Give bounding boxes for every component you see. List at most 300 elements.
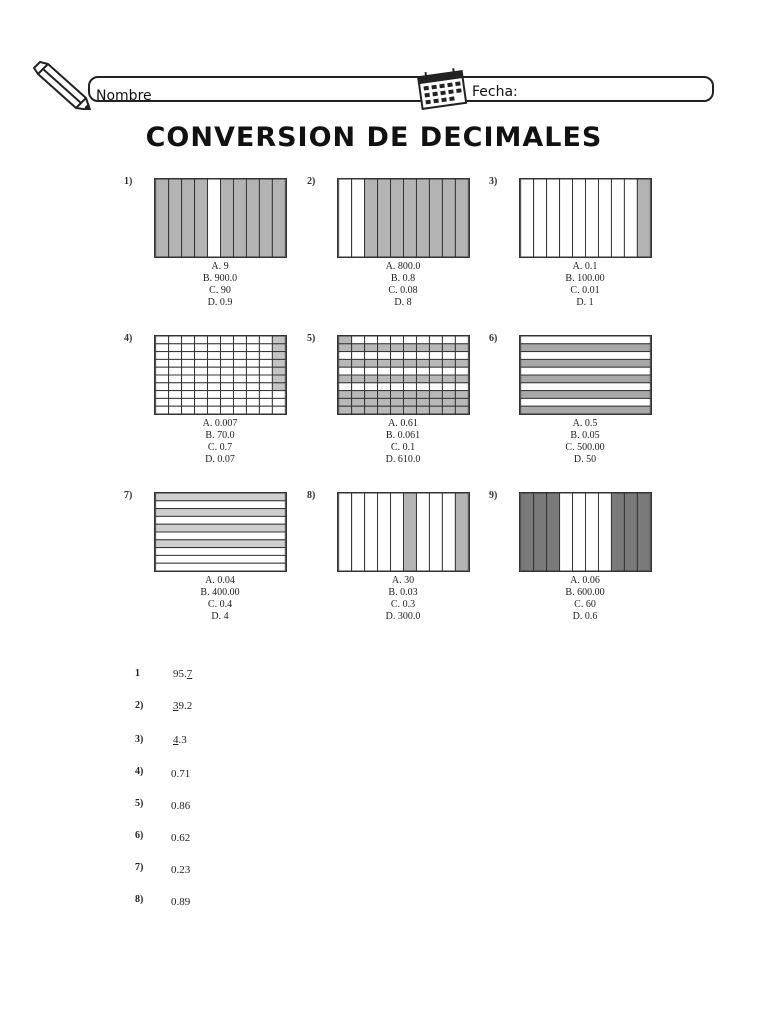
model-cell [391, 344, 404, 352]
model-cell [442, 383, 455, 391]
model-cell [404, 391, 417, 399]
model-cell [339, 398, 352, 406]
value-part: .3 [178, 734, 187, 746]
model-cell [195, 383, 208, 391]
model-cell [246, 352, 259, 360]
model-cell [156, 398, 169, 406]
model-cell [442, 352, 455, 360]
model-cell [259, 359, 272, 367]
model-row [156, 509, 286, 517]
answer-option[interactable]: A. 0.5 [572, 418, 598, 429]
model-cell [455, 359, 468, 367]
model-cell [259, 344, 272, 352]
model-cell [442, 375, 455, 383]
model-row [521, 336, 651, 344]
model-column [521, 179, 534, 257]
model-cell [221, 359, 234, 367]
model-cell [378, 359, 391, 367]
exercise-number: 8) [135, 894, 144, 905]
model-column [573, 179, 586, 257]
answer-option[interactable]: C. 90 [209, 285, 231, 296]
model-column [339, 493, 352, 571]
model-cell [182, 406, 195, 414]
answer-option[interactable]: D. 1 [576, 297, 594, 308]
answer-option[interactable]: D. 50 [573, 454, 597, 465]
model-cell [455, 383, 468, 391]
pencil-icon [30, 60, 94, 110]
model-column [521, 493, 534, 571]
model-cell [259, 406, 272, 414]
model-cell [259, 383, 272, 391]
model-row [521, 391, 651, 399]
exercise-value [171, 832, 190, 844]
model-cell [455, 398, 468, 406]
value-part: 95. [173, 668, 187, 680]
answer-option[interactable]: D. 0.9 [207, 297, 233, 308]
value-part: 0.23 [171, 864, 191, 876]
model-cell [339, 344, 352, 352]
model-column [586, 493, 599, 571]
model-column [416, 179, 429, 257]
model-cell [208, 367, 221, 375]
answer-option[interactable]: C. 60 [574, 599, 596, 610]
model-column [534, 493, 547, 571]
model-cell [455, 344, 468, 352]
model-cell [404, 406, 417, 414]
model-cell [416, 336, 429, 344]
model-cell [246, 336, 259, 344]
answer-option[interactable]: B. 0.03 [388, 587, 418, 598]
model-cell [156, 359, 169, 367]
problem-number: 6) [489, 333, 498, 344]
model-cell [429, 398, 442, 406]
model-cell [233, 398, 246, 406]
problem-number: 1) [124, 176, 133, 187]
model-cell [182, 398, 195, 406]
model-cell [246, 344, 259, 352]
model-column [259, 179, 272, 257]
model-cell [233, 336, 246, 344]
model-cell [416, 398, 429, 406]
value-part: 0.71 [171, 768, 191, 780]
model-column [378, 493, 391, 571]
model-cell [352, 398, 365, 406]
answer-option[interactable]: C. 0.08 [388, 285, 418, 296]
model-cell [259, 367, 272, 375]
answer-option[interactable]: A. 0.06 [570, 575, 600, 586]
model-column [233, 179, 246, 257]
model-cell [391, 359, 404, 367]
answer-option[interactable]: B. 70.0 [205, 430, 235, 441]
model-cell [404, 398, 417, 406]
model-cell [182, 375, 195, 383]
answer-option[interactable]: D. 8 [394, 297, 412, 308]
decimal-model [154, 492, 287, 572]
answer-option[interactable]: A. 0.61 [388, 418, 418, 429]
model-column [611, 493, 624, 571]
answer-option[interactable]: C. 0.7 [207, 442, 233, 453]
answer-option[interactable]: A. 800.0 [385, 261, 421, 272]
answer-option[interactable]: B. 0.061 [385, 430, 421, 441]
model-cell [391, 406, 404, 414]
model-row [156, 532, 286, 540]
answer-option[interactable]: A. 0.1 [572, 261, 598, 272]
model-cell [233, 367, 246, 375]
model-cell [272, 375, 285, 383]
model-column [624, 179, 637, 257]
model-cell [378, 383, 391, 391]
model-column [429, 493, 442, 571]
model-cell [442, 359, 455, 367]
model-cell [352, 375, 365, 383]
decimal-model [337, 492, 470, 572]
calendar-icon [414, 68, 470, 110]
answer-option[interactable]: C. 500.00 [565, 442, 605, 453]
answer-option[interactable]: B. 400.00 [200, 587, 240, 598]
model-cell [429, 383, 442, 391]
exercise-number: 3) [135, 734, 144, 745]
model-cell [339, 406, 352, 414]
model-cell [442, 391, 455, 399]
model-column [391, 493, 404, 571]
answer-options [333, 418, 473, 466]
decimal-model [337, 178, 470, 258]
model-row [156, 516, 286, 524]
model-cell [416, 391, 429, 399]
model-cell [221, 398, 234, 406]
model-cell [195, 367, 208, 375]
model-cell [339, 367, 352, 375]
model-cell [404, 375, 417, 383]
decimal-model [337, 335, 470, 415]
model-cell [182, 391, 195, 399]
model-column [246, 179, 259, 257]
model-cell [455, 391, 468, 399]
model-cell [404, 344, 417, 352]
model-column [156, 179, 169, 257]
answer-option[interactable]: B. 0.8 [390, 273, 416, 284]
exercise-number: 6) [135, 830, 144, 841]
exercise-value [173, 734, 187, 746]
model-cell [156, 391, 169, 399]
model-column [352, 179, 365, 257]
problem-number: 3) [489, 176, 498, 187]
model-column [182, 179, 195, 257]
model-row [156, 548, 286, 556]
problem-number: 2) [307, 176, 316, 187]
model-column [560, 179, 573, 257]
underlined-digit: 4 [173, 734, 179, 746]
model-cell [378, 391, 391, 399]
model-cell [169, 367, 182, 375]
model-cell [378, 352, 391, 360]
model-cell [378, 336, 391, 344]
model-cell [169, 398, 182, 406]
answer-options [150, 575, 290, 623]
model-cell [429, 375, 442, 383]
model-cell [208, 383, 221, 391]
model-column [404, 179, 417, 257]
exercise-value [171, 800, 190, 812]
model-cell [259, 398, 272, 406]
model-column [598, 179, 611, 257]
answer-option[interactable]: A. 30 [391, 575, 415, 586]
model-column [365, 493, 378, 571]
model-cell [169, 383, 182, 391]
exercise-number: 1 [135, 668, 140, 679]
model-cell [272, 391, 285, 399]
model-cell [378, 367, 391, 375]
model-cell [233, 344, 246, 352]
model-cell [378, 344, 391, 352]
model-cell [455, 367, 468, 375]
model-cell [156, 352, 169, 360]
answer-option[interactable]: A. 0.04 [205, 575, 235, 586]
model-cell [391, 352, 404, 360]
answer-option[interactable]: D. 610.0 [385, 454, 421, 465]
model-cell [195, 344, 208, 352]
model-cell [156, 344, 169, 352]
model-column [598, 493, 611, 571]
model-column [195, 179, 208, 257]
exercise-number: 4) [135, 766, 144, 777]
model-column [637, 179, 650, 257]
model-cell [365, 367, 378, 375]
model-column [221, 179, 234, 257]
underlined-digit: 7 [186, 668, 193, 680]
model-cell [246, 406, 259, 414]
model-column [455, 493, 468, 571]
value-part: 0.89 [171, 896, 191, 908]
model-cell [442, 406, 455, 414]
answer-options [333, 575, 473, 623]
model-column [624, 493, 637, 571]
model-cell [365, 398, 378, 406]
model-cell [259, 391, 272, 399]
model-cell [169, 375, 182, 383]
model-cell [169, 344, 182, 352]
model-row [156, 563, 286, 571]
model-column [416, 493, 429, 571]
model-cell [208, 406, 221, 414]
model-cell [391, 375, 404, 383]
answer-option[interactable]: D. 4 [211, 611, 229, 622]
model-cell [416, 406, 429, 414]
model-cell [272, 406, 285, 414]
exercise-value [171, 896, 190, 908]
model-column [365, 179, 378, 257]
model-row [521, 344, 651, 352]
model-column [442, 179, 455, 257]
model-cell [442, 336, 455, 344]
model-cell [442, 344, 455, 352]
model-cell [195, 352, 208, 360]
answer-options [515, 261, 655, 309]
model-column [547, 493, 560, 571]
model-column [611, 179, 624, 257]
answer-options [515, 575, 655, 623]
exercise-number: 2) [135, 700, 144, 711]
model-cell [429, 367, 442, 375]
model-cell [208, 344, 221, 352]
model-cell [352, 359, 365, 367]
answer-option[interactable]: C. 0.4 [207, 599, 233, 610]
model-column [272, 179, 285, 257]
decimal-model [154, 178, 287, 258]
model-cell [195, 336, 208, 344]
model-cell [259, 375, 272, 383]
model-column [534, 179, 547, 257]
value-part: 9.2 [178, 700, 193, 712]
model-column [560, 493, 573, 571]
name-label: Nombre [96, 88, 152, 104]
model-cell [378, 375, 391, 383]
answer-option[interactable]: C. 0.3 [390, 599, 416, 610]
model-cell [169, 359, 182, 367]
model-cell [233, 375, 246, 383]
model-cell [182, 344, 195, 352]
model-cell [221, 406, 234, 414]
answer-option[interactable]: B. 900.0 [202, 273, 238, 284]
model-cell [416, 383, 429, 391]
answer-options [515, 418, 655, 466]
answer-option[interactable]: B. 0.05 [570, 430, 600, 441]
exercise-value [171, 864, 190, 876]
model-cell [455, 406, 468, 414]
model-column [547, 179, 560, 257]
model-cell [391, 391, 404, 399]
model-cell [195, 391, 208, 399]
model-cell [352, 336, 365, 344]
model-cell [352, 367, 365, 375]
model-cell [339, 383, 352, 391]
model-cell [195, 406, 208, 414]
model-cell [365, 406, 378, 414]
problem-number: 8) [307, 490, 316, 501]
name-date-bar [88, 76, 714, 102]
model-column [208, 179, 221, 257]
model-cell [233, 406, 246, 414]
model-row [156, 540, 286, 548]
model-cell [365, 375, 378, 383]
model-cell [352, 406, 365, 414]
model-cell [156, 375, 169, 383]
model-cell [391, 398, 404, 406]
model-cell [404, 383, 417, 391]
model-row [521, 398, 651, 406]
model-cell [169, 336, 182, 344]
decimal-model [519, 335, 652, 415]
model-cell [365, 359, 378, 367]
underlined-digit: 3 [173, 700, 179, 712]
model-cell [221, 391, 234, 399]
model-cell [378, 406, 391, 414]
model-cell [272, 352, 285, 360]
model-cell [208, 359, 221, 367]
model-cell [339, 359, 352, 367]
model-cell [221, 383, 234, 391]
model-cell [416, 344, 429, 352]
model-cell [442, 367, 455, 375]
model-cell [272, 398, 285, 406]
model-cell [221, 352, 234, 360]
model-cell [455, 352, 468, 360]
value-part: 0.86 [171, 800, 191, 812]
model-cell [221, 367, 234, 375]
answer-option[interactable]: C. 0.1 [390, 442, 416, 453]
model-cell [156, 367, 169, 375]
model-cell [208, 336, 221, 344]
answer-option[interactable]: D. 0.07 [205, 454, 235, 465]
model-column [586, 179, 599, 257]
model-cell [429, 336, 442, 344]
model-cell [352, 391, 365, 399]
model-column [169, 179, 182, 257]
model-column [455, 179, 468, 257]
model-cell [208, 375, 221, 383]
answer-option[interactable]: A. 9 [211, 261, 229, 272]
model-cell [182, 367, 195, 375]
model-cell [272, 383, 285, 391]
model-column [573, 493, 586, 571]
model-cell [156, 406, 169, 414]
model-column [442, 493, 455, 571]
answer-option[interactable]: C. 0.01 [570, 285, 600, 296]
model-cell [272, 336, 285, 344]
model-cell [404, 367, 417, 375]
model-cell [339, 391, 352, 399]
model-row [156, 501, 286, 509]
answer-option[interactable]: B. 600.00 [565, 587, 605, 598]
exercise-value [171, 768, 190, 780]
answer-option[interactable]: A. 0.007 [202, 418, 238, 429]
model-cell [416, 375, 429, 383]
model-cell [339, 352, 352, 360]
value-part: 0.62 [171, 832, 191, 844]
model-row [521, 406, 651, 414]
model-cell [352, 344, 365, 352]
model-cell [442, 398, 455, 406]
model-cell [195, 375, 208, 383]
model-cell [455, 375, 468, 383]
answer-option[interactable]: B. 100.00 [565, 273, 605, 284]
problem-number: 7) [124, 490, 133, 501]
problem-number: 9) [489, 490, 498, 501]
model-cell [259, 336, 272, 344]
decimal-model [154, 335, 287, 415]
model-cell [221, 336, 234, 344]
model-cell [246, 375, 259, 383]
model-column [637, 493, 650, 571]
model-cell [429, 344, 442, 352]
answer-options [333, 261, 473, 309]
answer-options [150, 418, 290, 466]
exercise-value [173, 700, 192, 712]
model-cell [221, 375, 234, 383]
model-cell [182, 383, 195, 391]
answer-option[interactable]: D. 0.6 [572, 611, 598, 622]
model-row [156, 524, 286, 532]
answer-options [150, 261, 290, 309]
answer-option[interactable]: D. 300.0 [385, 611, 421, 622]
model-cell [156, 383, 169, 391]
model-column [404, 493, 417, 571]
date-label: Fecha: [472, 84, 518, 100]
model-row [156, 555, 286, 563]
model-row [521, 383, 651, 391]
model-column [391, 179, 404, 257]
problem-number: 5) [307, 333, 316, 344]
